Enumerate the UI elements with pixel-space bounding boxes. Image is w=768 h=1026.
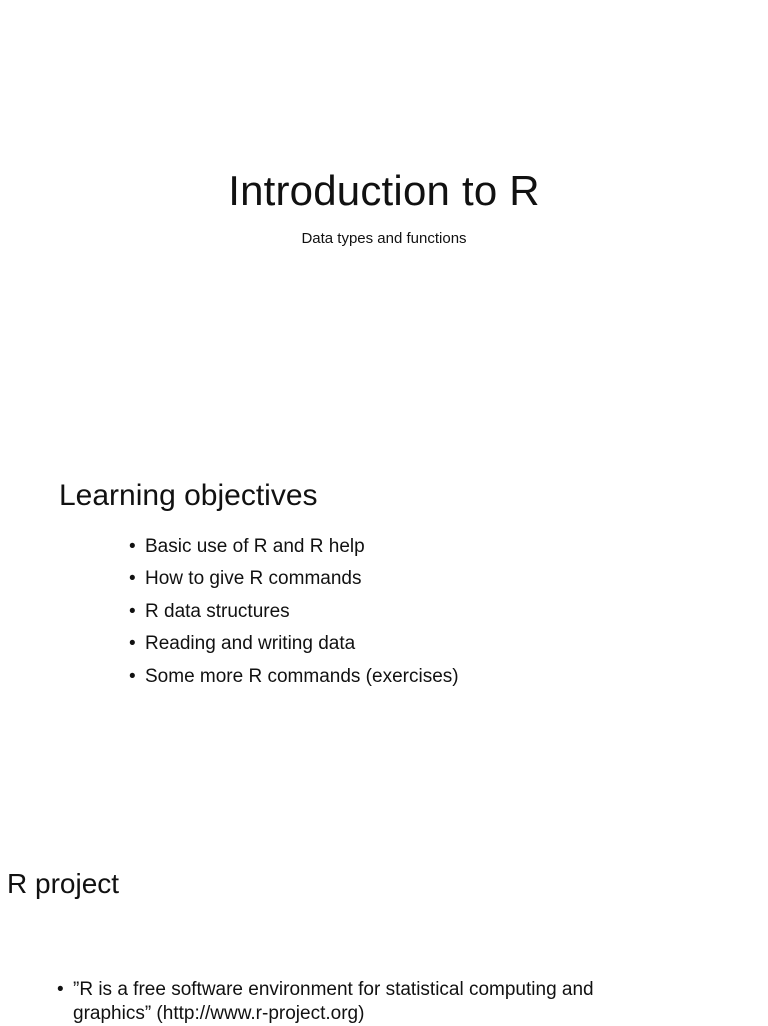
bullet-icon: • — [129, 536, 136, 557]
list-item-text: How to give R commands — [145, 568, 362, 590]
objectives-slide — [0, 384, 768, 768]
list-item — [129, 628, 459, 660]
list-item-text: Some more R commands (exercises) — [145, 665, 459, 687]
list-item — [129, 563, 459, 595]
bullet-icon: • — [129, 633, 136, 655]
bullet-icon: • — [129, 665, 136, 687]
rproject-slide — [0, 768, 768, 1024]
presentation-subtitle: Data types and functions — [301, 230, 467, 247]
rproject-list — [57, 978, 594, 1026]
list-item-text-line-1: ”R is a free software environment for statistical computing and — [73, 979, 594, 1000]
slide-heading: Learning objectives — [59, 479, 318, 512]
list-item — [57, 978, 594, 1026]
list-item — [129, 596, 459, 628]
title-slide — [0, 0, 768, 384]
slide-heading: R project — [7, 868, 120, 899]
objectives-list — [129, 531, 459, 693]
bullet-icon: • — [129, 600, 136, 622]
list-item — [129, 531, 459, 563]
list-item — [129, 661, 459, 693]
bullet-icon: • — [57, 979, 64, 1000]
bullet-icon: • — [129, 568, 136, 590]
list-item-text: Reading and writing data — [145, 633, 356, 655]
list-item-text: Basic use of R and R help — [145, 536, 365, 557]
list-item-text: R data structures — [145, 600, 290, 622]
presentation-title: Introduction to R — [228, 167, 540, 214]
list-item-text-line-2: graphics” (http://www.r-project.org) — [73, 1003, 365, 1024]
